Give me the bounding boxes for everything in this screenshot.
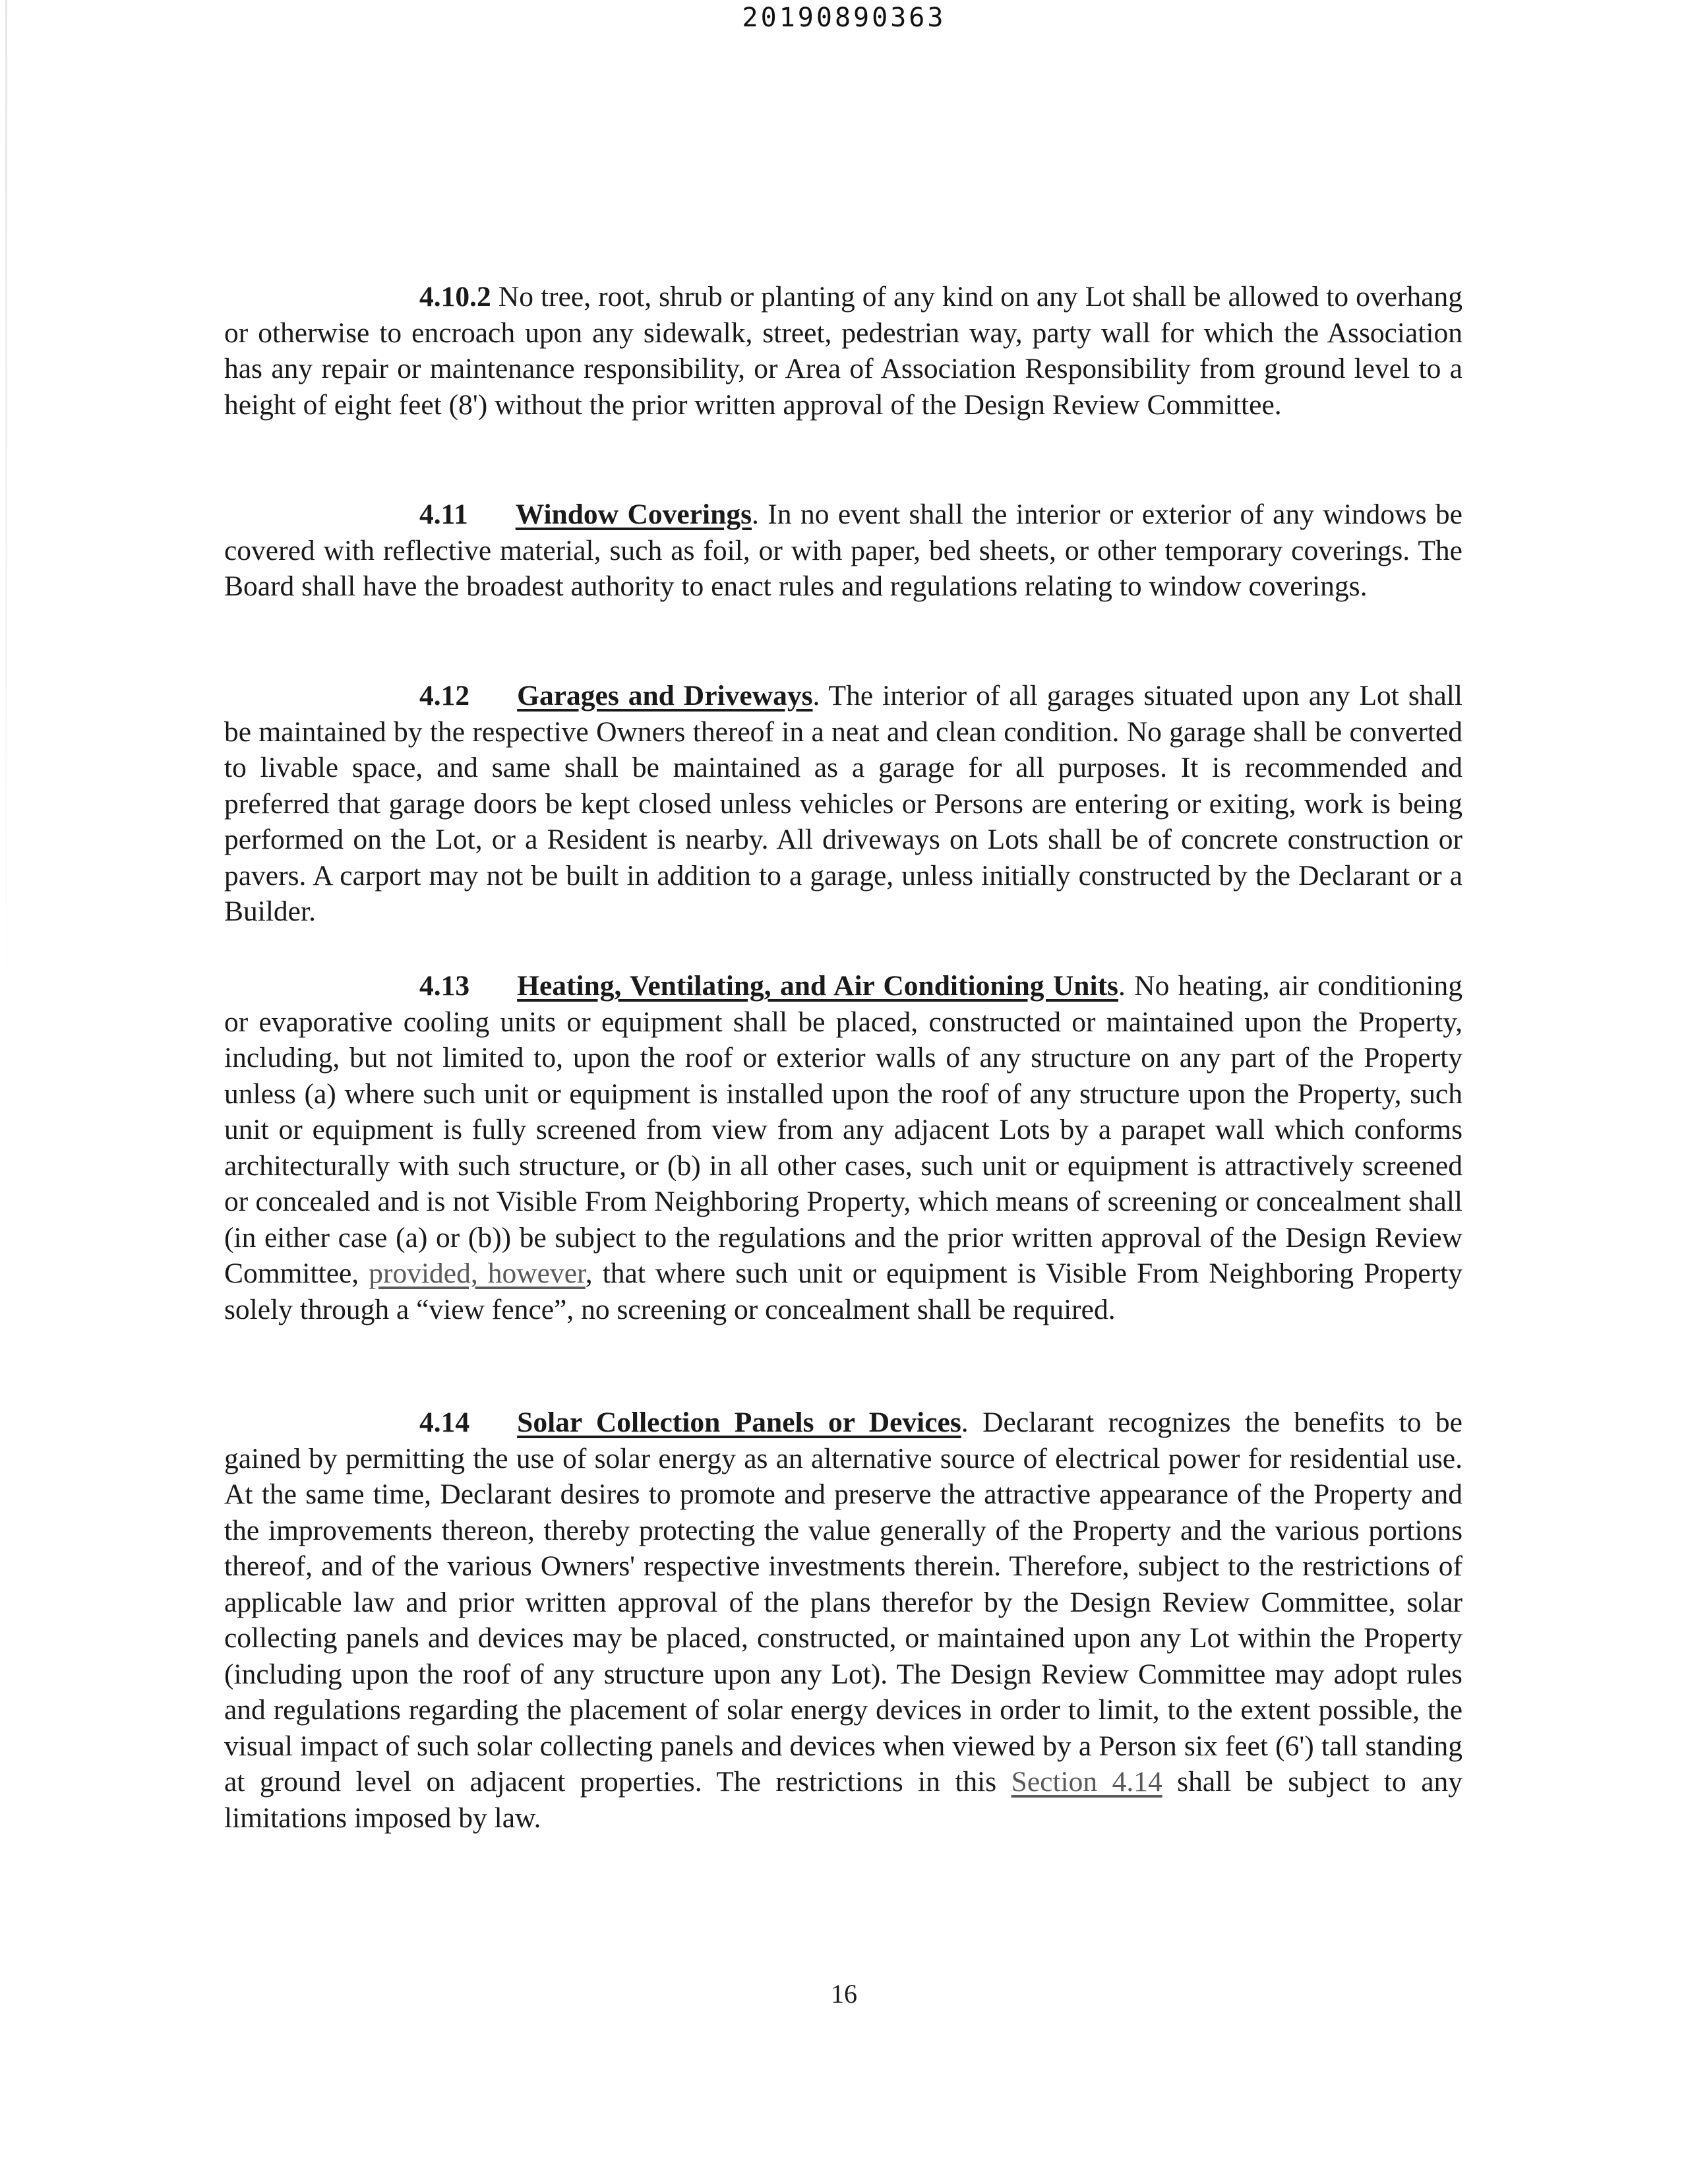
section-heading: Heating, Ventilating, and Air Conditioning Units (517, 970, 1118, 1002)
section-number: 4.13 (419, 970, 470, 1002)
section-4-12 (224, 678, 1462, 930)
section-body-continued: shall be subject to any limitations imposed by law. (224, 1766, 1462, 1834)
section-body-continued: , that where such unit or equipment is Visible From Neighboring Property solely through a “view fence”, no screening or concealment shall be required. (224, 1258, 1462, 1325)
section-4-13 (224, 968, 1462, 1327)
section-heading: Window Coverings (515, 499, 752, 530)
section-4-14 (224, 1405, 1462, 1836)
recording-number: 20190890363 (742, 3, 946, 33)
section-cross-reference: Section 4.14 (1011, 1766, 1162, 1798)
section-body: . No heating, air conditioning or evaporative cooling units or equipment shall be placed, constructed or maintained upon the Property, including, but not limited to, upon the roof or exterior walls of any structure on any part of the Property unless (a) where such unit or equipment is installed upon the roof of any structure upon the Property, such unit or equipment is fully screened from view from any adjacent Lots by a parapet wall which conforms architecturally with such structure, or (b) in all other cases, such unit or equipment is attractively screened or concealed and is not Visible From Neighboring Property, which means of screening or concealment shall (in either case (a) or (b)) be subject to the regulations and the prior written approval of the Design Review Committee, (224, 970, 1462, 1289)
section-number: 4.14 (419, 1407, 470, 1438)
page-number: 16 (831, 1979, 857, 2009)
section-heading: Garages and Driveways (517, 680, 813, 712)
section-heading: Solar Collection Panels or Devices (517, 1407, 961, 1438)
section-4-11 (224, 497, 1462, 605)
section-4-10-2 (224, 279, 1462, 423)
section-body: No tree, root, shrub or planting of any kind on any Lot shall be allowed to overhang or otherwise to encroach upon any sidewalk, street, pedestrian way, party wall for which the Association has any repair or maintenance responsibility, or Area of Association Responsibility from ground level to a height of eight feet (8') without the prior written approval of the Design Review Committee. (224, 281, 1462, 421)
scan-edge (5, 0, 7, 989)
section-body: . Declarant recognizes the benefits to be gained by permitting the use of solar energy as an alternative source of electrical power for residential use. At the same time, Declarant desires to promote and preserve the attractive appearance of the Property and the improvements thereon, thereby protecting the value generally of the Property and the various portions thereof, and of the various Owners' respective investments therein. Therefore, subject to the restrictions of applicable law and prior written approval of the plans therefor by the Design Review Committee, solar collecting panels and devices may be placed, constructed, or maintained upon any Lot within the Property (including upon the roof of any structure upon any Lot). The Design Review Committee may adopt rules and regulations regarding the placement of solar energy devices in order to limit, to the extent possible, the visual impact of such solar collecting panels and devices when viewed by a Person six feet (6') tall standing at ground level on adjacent properties. The restrictions in this (224, 1407, 1462, 1798)
section-number: 4.12 (419, 680, 470, 712)
proviso-term: provided, however (369, 1258, 586, 1289)
section-number: 4.10.2 (419, 281, 491, 313)
section-body: . The interior of all garages situated upon any Lot shall be maintained by the respective Owners thereof in a neat and clean condition. No garage shall be converted to livable space, and same shall be maintained as a garage for all purposes. It is recommended and preferred that garage doors be kept closed unless vehicles or Persons are entering or exiting, work is being performed on the Lot, or a Resident is nearby. All driveways on Lots shall be of concrete construction or pavers. A carport may not be built in addition to a garage, unless initially constructed by the Declarant or a Builder. (224, 680, 1462, 927)
section-body: . In no event shall the interior or exterior of any windows be covered with reflective material, such as foil, or with paper, bed sheets, or other temporary coverings. The Board shall have the broadest authority to enact rules and regulations relating to window coverings. (224, 499, 1462, 602)
section-number: 4.11 (419, 499, 468, 530)
